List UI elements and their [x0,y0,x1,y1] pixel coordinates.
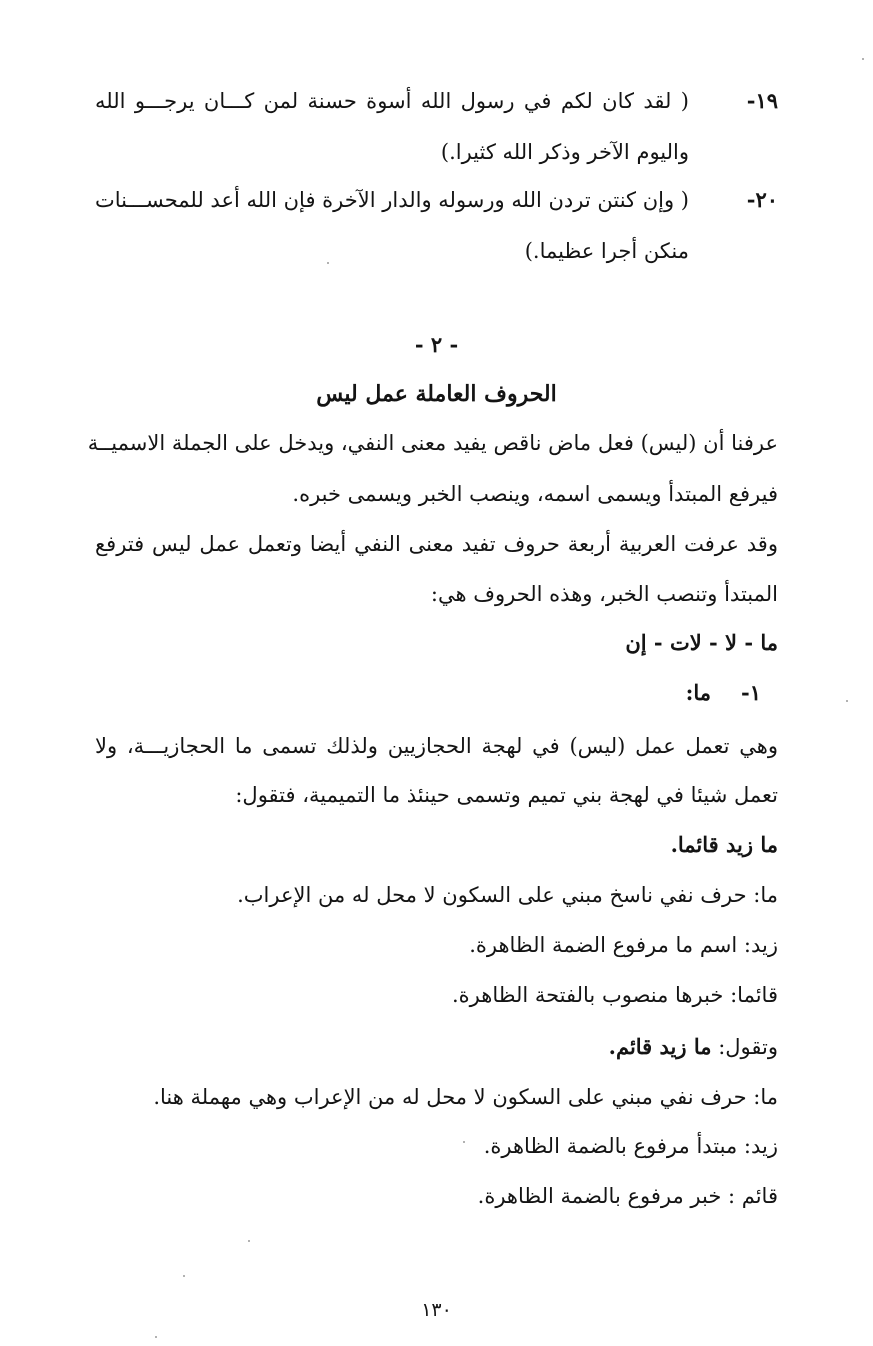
verse-19-line-1: ( لقد كان لكم في رسول الله أسوة حسنة لمن كـــان يرجـــو الله [95,89,689,113]
verse-20-line-1: ( وإن كنتن تردن الله ورسوله والدار الآخرة فإن الله أعد للمحســـنات [95,188,689,212]
verse-20-number: ٢٠- [746,187,778,212]
subsection-number: ١- [741,680,761,705]
example-1-ma-parsing: ما: حرف نفي ناسخ مبني على السكون لا محل له من الإعراب. [237,883,778,907]
scan-speck [463,1141,465,1143]
paragraph-1-line-2: فيرفع المبتدأ ويسمى اسمه، وينصب الخبر ويسمى خبره. [292,482,778,506]
verse-20-line-2: منكن أجرا عظيما.) [524,239,689,263]
example-1: ما زيد قائما. [670,832,778,857]
example-2-zaid-parsing: زيد: مبتدأ مرفوع بالضمة الظاهرة. [483,1134,778,1158]
scan-speck [248,1240,250,1242]
paragraph-1-line-1: عرفنا أن (ليس) فعل ماض ناقص يفيد معنى النفي، ويدخل على الجملة الاسميــة [87,431,778,455]
example-2: ما زيد قائم. [608,1034,712,1059]
scan-speck [327,262,329,264]
verse-19-number: ١٩- [746,88,778,113]
example-1-zaid-parsing: زيد: اسم ما مرفوع الضمة الظاهرة. [469,933,778,957]
example-2-row [95,1032,778,1062]
verse-19-line-2: واليوم الآخر وذكر الله كثيرا.) [440,140,689,164]
particles-list: ما - لا - لات - إن [625,630,778,655]
example-2-ma-parsing: ما: حرف نفي مبني على السكون لا محل له من الإعراب وهي مهملة هنا. [153,1085,778,1109]
paragraph-3-line-2: تعمل شيئا في لهجة بني تميم وتسمى حينئذ ما التميمية، فتقول: [235,783,778,807]
section-title: الحروف العاملة عمل ليس [316,381,557,407]
scan-speck [862,58,864,60]
paragraph-2-line-1: وقد عرفت العربية أربعة حروف تفيد معنى النفي أيضا وتعمل عمل ليس فترفع [95,532,778,556]
page-number: ١٣٠ [421,1299,452,1321]
subsection-title: ما: [685,680,711,705]
paragraph-2-line-2: المبتدأ وتنصب الخبر، وهذه الحروف هي: [430,582,778,606]
section-number: - ٢ - [414,332,459,357]
say-label: وتقول: [718,1035,778,1059]
example-2-qaim-parsing: قائم : خبر مرفوع بالضمة الظاهرة. [477,1184,778,1208]
example-1-qaim-parsing: قائما: خبرها منصوب بالفتحة الظاهرة. [451,983,778,1007]
paragraph-3-line-1: وهي تعمل عمل (ليس) في لهجة الحجازيين ولذلك تسمى ما الحجازيـــة، ولا [95,734,778,758]
scan-speck [183,1275,185,1277]
scan-speck [155,1336,157,1338]
scan-speck [846,700,848,702]
